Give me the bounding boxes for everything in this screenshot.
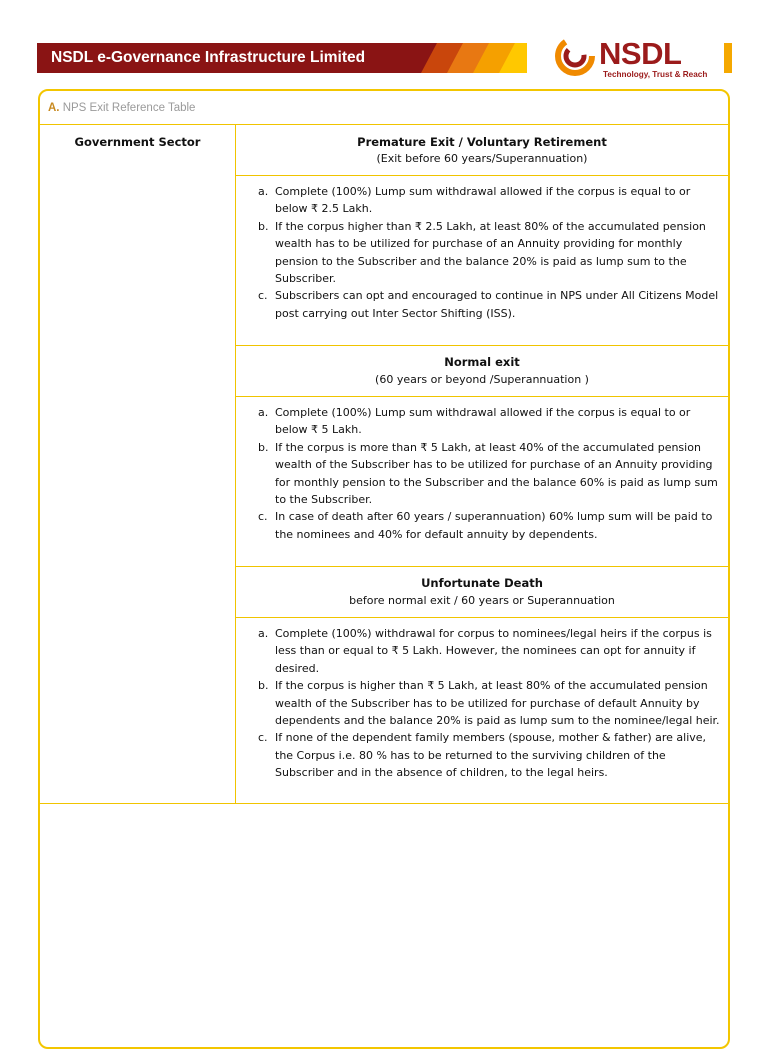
logo-wordmark: NSDL [599, 36, 682, 71]
section-letter: A. [48, 102, 60, 114]
clause-text: If the corpus is higher than ₹ 5 Lakh, at least 80% of the accumulated pension wealth of the Subscriber has to be utilized for purchase of default Annuity by dependents and the balance 20% is paid as lump sum to the nominee/legal heir. [275, 679, 720, 728]
clause-marker: b. [258, 219, 269, 233]
nsdl-logo [555, 36, 725, 84]
section-subtitle: (60 years or beyond /Superannuation ) [375, 373, 589, 386]
clause-marker: a. [258, 627, 269, 640]
clause-item [258, 404, 720, 439]
clause-item [258, 183, 720, 218]
header-accent-bar [724, 43, 732, 73]
sector-label: Government Sector [74, 135, 201, 149]
clause-text: Subscribers can opt and encouraged to continue in NPS under All Citizens Model post carrying out Inter Sector Shifting (ISS). [275, 289, 719, 320]
section-title: Unfortunate Death [421, 576, 543, 590]
clause-list [258, 404, 720, 543]
clause-item [258, 218, 720, 288]
row-divider [236, 566, 728, 567]
clause-text: If none of the dependent family members (spouse, mother & father) are alive, the Corpus i.e. 80 % has to be returned to the surviving children of the Subscriber and in the absence of children, to the legal heirs. [275, 731, 707, 780]
clause-item [258, 508, 720, 543]
section-title: Premature Exit / Voluntary Retirement [357, 135, 607, 149]
header-title: NSDL e-Governance Infrastructure Limited [51, 49, 366, 66]
clause-marker: a. [258, 406, 269, 419]
clause-item [258, 625, 720, 677]
section-title: Normal exit [444, 355, 520, 369]
section-heading [48, 102, 195, 114]
clause-item [258, 729, 720, 781]
section-heading-text: NPS Exit Reference Table [62, 102, 196, 114]
clause-list [258, 183, 720, 322]
table-column-divider [235, 124, 236, 804]
row-divider [236, 396, 728, 397]
clause-marker: c. [258, 289, 268, 303]
clause-text: If the corpus is more than ₹ 5 Lakh, at least 40% of the accumulated pension wealth of the Subscriber has to be utilized for purchase of an Annuity providing for monthly pension to the Subscriber and the balance 60% is paid as lump sum to the Subscriber. [275, 440, 718, 507]
clause-item [258, 287, 720, 322]
clause-text: In case of death after 60 years / superannuation) 60% lump sum will be paid to the nominees and 40% for default annuity by dependents. [275, 510, 713, 541]
row-divider [236, 345, 728, 346]
section-subtitle: (Exit before 60 years/Superannuation) [376, 152, 588, 165]
clause-text: Complete (100%) withdrawal for corpus to nominees/legal heirs if the corpus is less than or equal to ₹ 5 Lakh. However, the nominees can opt for annuity if desired. [275, 627, 712, 675]
table-bottom-rule [40, 803, 728, 804]
clause-marker: b. [258, 440, 269, 454]
section-subtitle: before normal exit / 60 years or Superannuation [349, 594, 615, 607]
clause-marker: b. [258, 679, 269, 693]
clause-text: Complete (100%) Lump sum withdrawal allowed if the corpus is equal to or below ₹ 2.5 Lakh. [275, 185, 691, 216]
clause-marker: c. [258, 731, 268, 745]
clause-item [258, 439, 720, 509]
clause-text: Complete (100%) Lump sum withdrawal allowed if the corpus is equal to or below ₹ 5 Lakh. [275, 406, 691, 437]
row-divider [236, 617, 728, 618]
clause-marker: a. [258, 185, 269, 198]
header-banner [37, 43, 527, 73]
clause-list [258, 625, 720, 782]
clause-marker: c. [258, 510, 268, 524]
clause-text: If the corpus higher than ₹ 2.5 Lakh, at least 80% of the accumulated pension wealth has to be utilized for purchase of an Annuity providing for monthly pension to the Subscriber and the balance 20% is paid as lump sum to the Subscriber. [275, 219, 706, 286]
row-divider [236, 175, 728, 176]
table-top-rule [40, 124, 728, 125]
nsdl-swirl-icon [555, 36, 595, 76]
clause-item [258, 677, 720, 729]
logo-tagline: Technology, Trust & Reach [603, 70, 708, 79]
